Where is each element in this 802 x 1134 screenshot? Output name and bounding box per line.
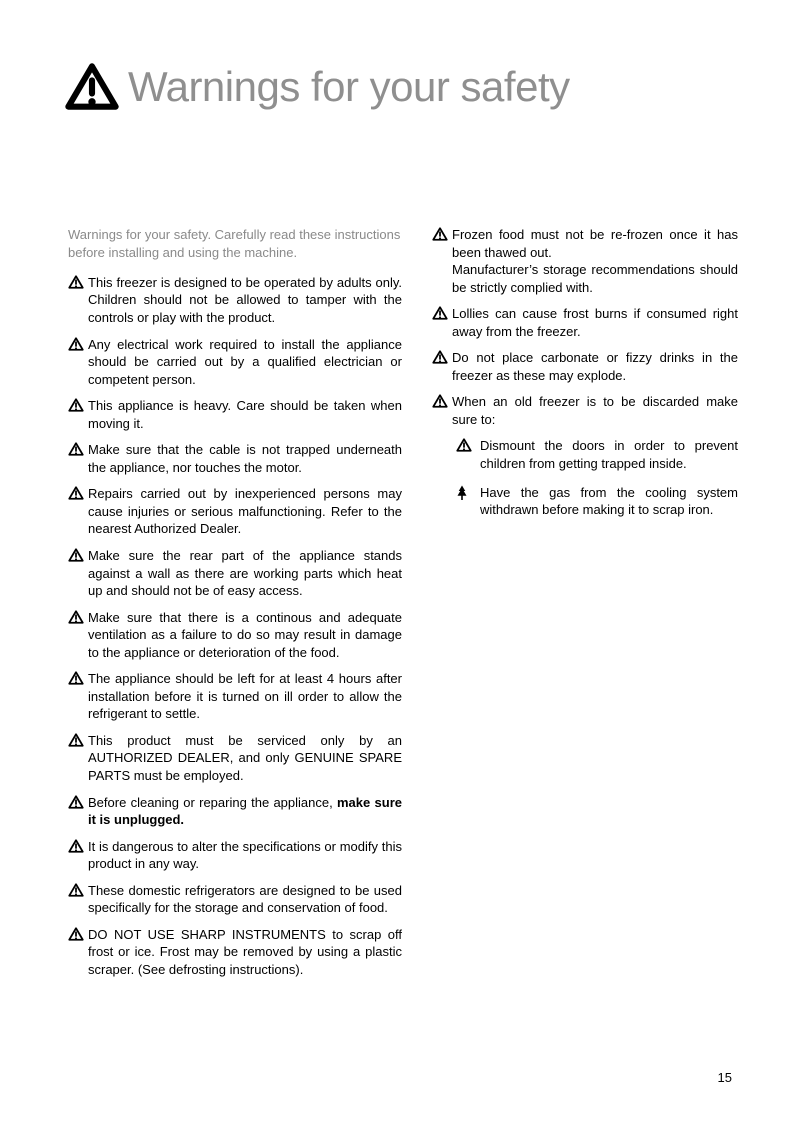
warning-icon [68, 838, 88, 873]
warning-text [452, 226, 738, 296]
warning-item [68, 397, 402, 432]
warning-text: The appliance should be left for at least 4 hours after installation before it is turned on ill order to allow the refrigerant to settle. [88, 671, 402, 722]
warning-item [68, 441, 402, 476]
warning-icon [68, 882, 88, 917]
warning-icon [432, 226, 452, 296]
warning-text: Do not place carbonate or fizzy drinks in the freezer as these may explode. [452, 350, 738, 383]
warning-text-line: Manufacturer’s storage recommendations should be strictly complied with. [452, 262, 738, 295]
tree-icon [456, 484, 480, 519]
warning-icon [68, 794, 88, 829]
warning-item [432, 226, 738, 296]
warning-item [68, 547, 402, 600]
warning-text: It is dangerous to alter the specifications or modify this product in any way. [88, 838, 402, 872]
warning-item [68, 732, 402, 785]
warning-icon [456, 437, 480, 472]
warning-item [432, 305, 738, 340]
page-number: 15 [717, 1070, 732, 1085]
warning-item [68, 670, 402, 723]
warning-text: Dismount the doors in order to prevent children from getting trapped inside. [480, 438, 738, 472]
warning-item [68, 882, 402, 917]
warning-text: Lollies can cause frost burns if consumed right away from the freezer. [452, 306, 738, 339]
warning-icon [68, 547, 88, 600]
warning-icon [68, 274, 88, 327]
warning-text: This freezer is designed to be operated by adults only. Children should not be allowed to tamper with the controls or play with the product. [88, 274, 402, 325]
warning-item [432, 393, 738, 428]
warning-icon [68, 609, 88, 662]
warning-icon [68, 670, 88, 723]
warning-subitem [456, 437, 738, 472]
warning-text: This appliance is heavy. Care should be taken when moving it. [88, 398, 402, 431]
warning-icon [68, 926, 88, 979]
warning-item [68, 609, 402, 662]
warning-text-bold: make sure it is unplugged. [88, 794, 402, 828]
page-header [64, 62, 570, 111]
warning-text: Make sure that the cable is not trapped underneath the appliance, nor touches the motor. [88, 442, 402, 475]
intro-text: Warnings for your safety. Carefully read these instructions before installing and using the machine. [68, 227, 401, 260]
warning-icon [68, 336, 88, 389]
warning-item [68, 838, 402, 873]
warning-text: Have the gas from the cooling system withdrawn before making it to scrap iron. [480, 484, 738, 518]
warning-icon [432, 305, 452, 340]
content-columns [68, 226, 738, 987]
warning-text [88, 794, 402, 829]
warning-text: This product must be serviced only by an AUTHORIZED DEALER, and only GENUINE SPARE PARTS must be employed. [88, 732, 402, 783]
warning-text-line: Frozen food must not be re-frozen once it has been thawed out. [452, 227, 738, 260]
warning-item [68, 794, 402, 829]
warning-icon [68, 397, 88, 432]
warning-icon [68, 485, 88, 538]
warning-text: Make sure that there is a continous and adequate ventilation as a failure to do so may result in damage to the appliance or deterioration of the food. [88, 609, 402, 660]
warning-icon [432, 349, 452, 384]
warning-text: Make sure the rear part of the appliance stands against a wall as there are working parts which heat up and should not be of easy access. [88, 547, 402, 599]
warning-icon [432, 393, 452, 428]
warning-text: These domestic refrigerators are designed to be used specifically for the storage and conservation of food. [88, 882, 402, 916]
warning-text: Any electrical work required to install the appliance should be carried out by a qualified electrician or competent person. [88, 336, 402, 387]
warning-text: Repairs carried out by inexperienced persons may cause injuries or serious malfunctioning. Refer to the nearest Authorized Dealer. [88, 486, 402, 537]
warning-icon [68, 441, 88, 476]
warning-text: DO NOT USE SHARP INSTRUMENTS to scrap off frost or ice. Frost may be removed by using a plastic scraper. (See defrosting instructions). [88, 926, 402, 977]
warning-item [68, 274, 402, 327]
right-column [432, 226, 738, 987]
warning-icon [64, 62, 120, 111]
left-column [68, 226, 402, 987]
warning-text-normal: Before cleaning or reparing the appliance, [88, 794, 337, 810]
page-title: Warnings for your safety [128, 62, 570, 110]
warning-text: When an old freezer is to be discarded make sure to: [452, 394, 738, 427]
warning-item [68, 926, 402, 979]
warning-icon [68, 732, 88, 785]
warning-item [68, 336, 402, 389]
warning-item [432, 349, 738, 384]
warning-subitem [456, 484, 738, 519]
warning-item [68, 485, 402, 538]
